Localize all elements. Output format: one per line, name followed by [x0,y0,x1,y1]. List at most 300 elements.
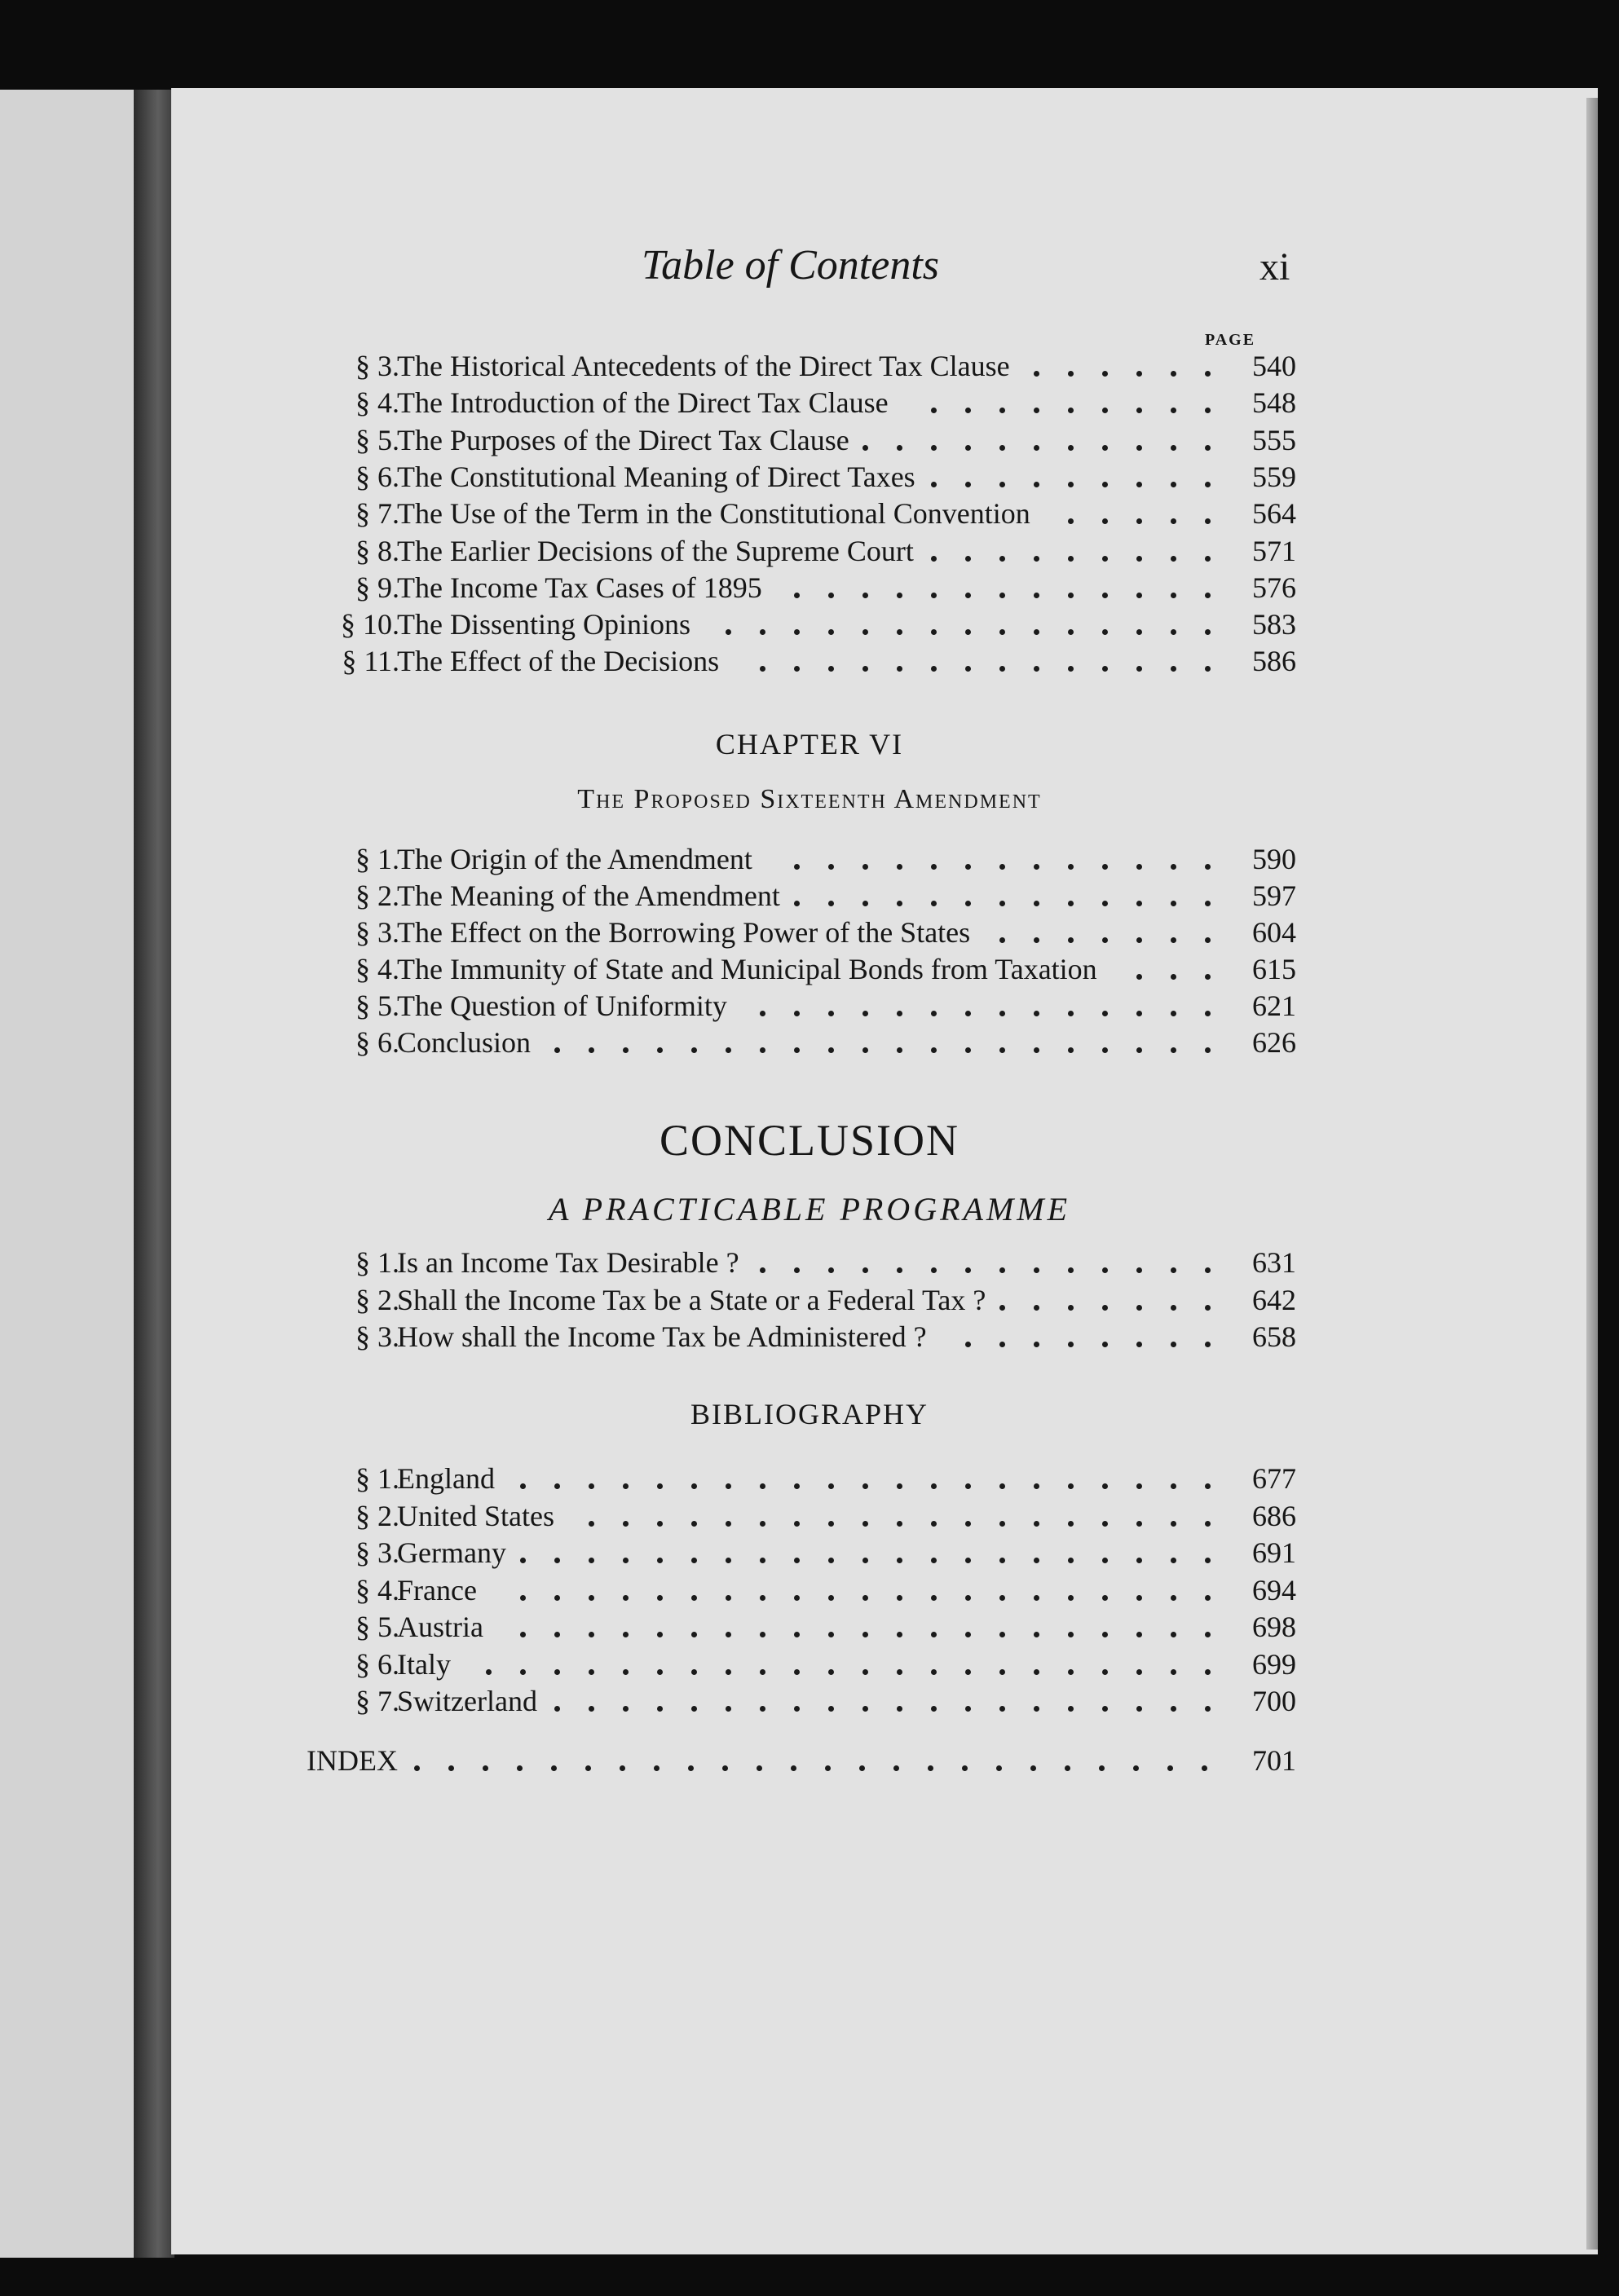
leader-dot [999,593,1005,598]
leader-dot [1205,1305,1211,1311]
toc-entry [310,1683,1296,1719]
leader-dot [999,1047,1005,1053]
leader-dot [862,864,868,870]
leader-dot [691,1632,697,1637]
leader-dot [794,666,800,672]
leader-dot [1102,1305,1108,1311]
leader-dot [760,1669,765,1675]
leader-dot [897,1047,902,1053]
leader-dot [862,1558,868,1563]
section-number: § 2. [355,1499,399,1532]
facing-page-edge [0,90,137,2258]
leader-dot [931,1047,937,1053]
leader-dot [623,1595,629,1601]
leader-dot [1171,408,1176,413]
leader-dot [1136,901,1142,906]
leader-dot [1068,1521,1074,1527]
section-title: The Dissenting Opinions [397,608,690,641]
leader-dot [726,1483,731,1489]
leader-dot [589,1521,594,1527]
leader-dot [1034,629,1039,635]
section-page-number: 555 [1252,423,1296,456]
leader-dot [726,1558,731,1563]
leader-dot [999,864,1005,870]
toc-entry [310,1245,1296,1280]
leader-dot [794,1483,800,1489]
leader-dot [554,1558,560,1563]
leader-dot [1136,666,1142,672]
leader-dot [1205,629,1211,635]
leader-dot [794,1521,800,1527]
leader-dot [1171,1558,1176,1563]
section-page-number: 604 [1252,916,1296,949]
section-page-number: 642 [1252,1283,1296,1316]
leader-dot [1136,1011,1142,1016]
leader-dot [999,1267,1005,1273]
section-title: The Historical Antecedents of the Direct Tax Clause [397,350,1010,382]
leader-dot [1068,1342,1074,1347]
leader-dot [1136,1047,1142,1053]
toc-entry [310,422,1296,458]
leader-dot [1034,408,1039,413]
leader-dot [1102,371,1108,377]
leader-dot [1068,518,1074,524]
leader-dot [1099,1765,1105,1771]
section-page-number: 597 [1252,879,1296,912]
leader-dot [1171,1305,1176,1311]
leader-dot [726,1521,731,1527]
running-header-page-number: xi [1259,245,1290,289]
leader-dot [1068,864,1074,870]
leader-dot [862,1669,868,1675]
leader-dot [623,1483,629,1489]
leader-dot [1205,1483,1211,1489]
leader-dot [1136,482,1142,487]
leader-dot [999,1632,1005,1637]
leader-dot [1171,974,1176,980]
leader-dot [1102,1669,1108,1675]
section-title: The Introduction of the Direct Tax Clause [397,386,889,420]
toc-entry [310,385,1296,421]
leader-dot [1205,1669,1211,1675]
leader-dot [965,593,971,598]
section-title: Austria [397,1611,483,1643]
leader-dot [1102,1267,1108,1273]
section-page-number: 586 [1252,645,1296,678]
leader-dot [999,1521,1005,1527]
leader-dot [965,1558,971,1563]
leader-dot [691,1558,697,1563]
leader-dot [965,1483,971,1489]
leader-dot [760,1706,765,1712]
section-page-number: 698 [1252,1611,1296,1643]
leader-dot [828,1558,834,1563]
leader-dot [1136,1342,1142,1347]
leader-dot [657,1706,663,1712]
leader-dot [1068,1047,1074,1053]
toc-entry [310,570,1296,606]
leader-dot [828,901,834,906]
leader-dot [757,1765,762,1771]
leader-dot [1068,445,1074,451]
leader-dot [1034,1342,1039,1347]
section-number: § 1. [355,843,399,875]
leader-dot [999,445,1005,451]
leader-dot [1068,1483,1074,1489]
section-number: § 5. [355,1611,399,1643]
leader-dot [760,1267,765,1273]
leader-dot [897,1483,902,1489]
leader-dot [1136,1595,1142,1601]
section-number: § 2. [355,879,399,912]
leader-dot [1171,1595,1176,1601]
leader-dot [1102,518,1108,524]
index-title: INDEX [307,1744,398,1777]
section-title: Is an Income Tax Desirable ? [397,1246,739,1279]
leader-dot [1068,1595,1074,1601]
section-title: How shall the Income Tax be Administered ? [397,1320,927,1353]
section-number: § 1. [355,1246,399,1279]
section-number: § 3. [355,916,399,949]
leader-dot [1205,1558,1211,1563]
leader-dot [1205,1632,1211,1637]
leader-dot [1102,482,1108,487]
section-title: England [397,1462,495,1495]
leader-dot [1136,408,1142,413]
section-title: Conclusion [397,1026,532,1059]
leader-dot [589,1558,594,1563]
leader-dot [931,408,937,413]
leader-dot [862,629,868,635]
leader-dot [931,1483,937,1489]
leader-dot [1065,1765,1070,1771]
section-page-number: 576 [1252,571,1296,604]
leader-dot [657,1669,663,1675]
leader-dot [1205,974,1211,980]
leader-dot [897,593,902,598]
leader-dot [691,1047,697,1053]
leader-dot [554,1483,560,1489]
toc-entry [310,988,1296,1024]
leader-dot [965,666,971,672]
leader-dot [691,1595,697,1601]
leader-dot [1167,1765,1173,1771]
leader-dot [1136,1669,1142,1675]
leader-dot [828,1047,834,1053]
leader-dot [999,1706,1005,1712]
leader-dot [1171,445,1176,451]
chapter-heading: CHAPTER VI [715,728,904,760]
leader-dot [1171,629,1176,635]
section-number: § 4. [355,953,399,985]
leader-dot [1034,937,1039,943]
leader-dot [1034,864,1039,870]
toc-entry [310,459,1296,495]
leader-dot [486,1669,492,1675]
leader-dot [589,1047,594,1053]
section-title: Germany [397,1536,506,1569]
section-page-number: 583 [1252,608,1296,641]
leader-dot [931,1521,937,1527]
leader-dot [897,445,902,451]
leader-dot [1102,1706,1108,1712]
leader-dot [965,901,971,906]
leader-dot [862,1521,868,1527]
leader-dot [1205,482,1211,487]
leader-dot [931,482,937,487]
leader-dot [1068,1305,1074,1311]
leader-dot [657,1521,663,1527]
leader-dot [931,1595,937,1601]
leader-dot [1205,371,1211,377]
leader-dot [794,1632,800,1637]
leader-dot [1102,666,1108,672]
leader-dot [897,1521,902,1527]
index-entry [307,1743,1296,1778]
leader-dot [1034,1011,1039,1016]
leader-dot [623,1632,629,1637]
section-title: The Question of Uniformity [397,989,727,1022]
leader-dot [1068,1669,1074,1675]
section-title: The Meaning of the Amendment [397,879,780,912]
section-number: § 2. [355,1283,399,1316]
leader-dot [589,1483,594,1489]
leader-dot [1034,1558,1039,1563]
leader-dot [1068,482,1074,487]
leader-dot [931,629,937,635]
section-title: The Constitutional Meaning of Direct Taxes [397,460,915,493]
leader-dot [726,1669,731,1675]
leader-dot [931,556,937,562]
leader-dot [828,1669,834,1675]
leader-dot [589,1706,594,1712]
leader-dot [828,629,834,635]
leader-dot [554,1595,560,1601]
section-number: § 5. [355,423,399,456]
leader-dot [862,593,868,598]
section-page-number: 564 [1252,497,1296,531]
leader-dot [999,482,1005,487]
leader-dot [931,864,937,870]
leader-dot [1068,371,1074,377]
leader-dot [726,1595,731,1601]
leader-dot [1034,1595,1039,1601]
leader-dot [1205,901,1211,906]
leader-dot [1136,1632,1142,1637]
leader-dot [1136,518,1142,524]
toc-entry [310,1572,1296,1608]
toc-entry [310,643,1296,679]
leader-dot [828,666,834,672]
leader-dot [931,1632,937,1637]
leader-dot [794,1669,800,1675]
leader-dot [726,629,731,635]
leader-dot [1171,901,1176,906]
leader-dot [1171,1632,1176,1637]
leader-dot [897,1011,902,1016]
leader-dot [1205,408,1211,413]
leader-dot [862,1483,868,1489]
section-page-number: 559 [1252,460,1296,493]
leader-dot [657,1595,663,1601]
leader-dot [448,1765,454,1771]
leader-dot [965,1342,971,1347]
leader-dot [931,445,937,451]
toc-entry [310,606,1296,642]
leader-dot [1068,408,1074,413]
leader-dot [1136,1558,1142,1563]
leader-dot [825,1765,831,1771]
leader-dot [1034,482,1039,487]
leader-dot [623,1706,629,1712]
section-number: § 11. [342,645,399,678]
section-page-number: 631 [1252,1246,1296,1279]
leader-dot [965,1632,971,1637]
leader-dot [722,1765,728,1771]
leader-dot [1034,1483,1039,1489]
toc-entry [310,1498,1296,1534]
leader-dot [1102,1632,1108,1637]
leader-dot [554,1632,560,1637]
leader-dot [897,1669,902,1675]
leader-dot [965,1595,971,1601]
leader-dot [691,1483,697,1489]
running-header-title: Table of Contents [642,242,940,289]
leader-dot [965,1521,971,1527]
leader-dot [760,1047,765,1053]
leader-dot [1136,864,1142,870]
leader-dot [414,1765,420,1771]
section-number: § 6. [355,1647,399,1681]
section-page-number: 548 [1252,386,1296,420]
leader-dot [965,864,971,870]
leader-dot [760,1521,765,1527]
section-page-number: 571 [1252,534,1296,567]
leader-dot [1171,1342,1176,1347]
leader-dot [897,1558,902,1563]
leader-dot [862,1047,868,1053]
leader-dot [965,1011,971,1016]
section-number: § 4. [355,1573,399,1606]
leader-dot [1030,1765,1036,1771]
leader-dot [897,1595,902,1601]
toc-entry [310,914,1296,950]
leader-dot [1171,1669,1176,1675]
leader-dot [897,901,902,906]
leader-dot [897,666,902,672]
leader-dot [1171,1047,1176,1053]
leader-dot [760,1558,765,1563]
leader-dot [1034,1047,1039,1053]
section-title: The Origin of the Amendment [397,843,752,875]
leader-dot [1205,1595,1211,1601]
section-page-number: 658 [1252,1320,1296,1353]
leader-dot [828,1483,834,1489]
leader-dot [1102,1342,1108,1347]
leader-dot [1171,518,1176,524]
leader-dot [589,1632,594,1637]
leader-dot [999,556,1005,562]
leader-dot [862,1595,868,1601]
leader-dot [1171,666,1176,672]
leader-dot [996,1765,1002,1771]
leader-dot [1102,1011,1108,1016]
leader-dot [726,1632,731,1637]
leader-dot [726,1706,731,1712]
leader-dot [828,864,834,870]
leader-dot [760,1483,765,1489]
section-number: § 5. [355,989,399,1022]
section-number: § 6. [355,460,399,493]
leader-dot [931,1706,937,1712]
section-title: Italy [397,1647,451,1681]
section-number: § 1. [355,1462,399,1495]
leader-dot [1205,518,1211,524]
leader-dot [794,901,800,906]
leader-dot [1133,1765,1139,1771]
conclusion-subtitle: A PRACTICABLE PROGRAMME [548,1191,1071,1227]
leader-dot [794,864,800,870]
leader-dot [862,901,868,906]
leader-dot [520,1558,526,1563]
leader-dot [794,1558,800,1563]
section-page-number: 686 [1252,1499,1296,1532]
leader-dot [962,1765,968,1771]
leader-dot [794,1047,800,1053]
leader-dot [1171,1267,1176,1273]
leader-dot [1102,593,1108,598]
leader-dot [862,1011,868,1016]
leader-dot [657,1047,663,1053]
leader-dot [828,1632,834,1637]
section-number: § 7. [355,497,399,531]
leader-dot [1034,445,1039,451]
leader-dot [760,1632,765,1637]
section-number: § 3. [355,350,399,382]
leader-dot [1034,556,1039,562]
leader-dot [1102,408,1108,413]
leader-dot [1171,1521,1176,1527]
leader-dot [999,629,1005,635]
leader-dot [760,1011,765,1016]
leader-dot [931,1267,937,1273]
leader-dot [999,1595,1005,1601]
leader-dot [862,445,868,451]
leader-dot [726,1047,731,1053]
section-page-number: 621 [1252,989,1296,1022]
leader-dot [623,1521,629,1527]
leader-dot [520,1595,526,1601]
leader-dot [589,1669,594,1675]
leader-dot [862,1267,868,1273]
section-number: § 6. [355,1026,399,1059]
leader-dot [931,1669,937,1675]
leader-dot [1034,1706,1039,1712]
leader-dot [1136,371,1142,377]
leader-dot [862,1632,868,1637]
leader-dot [551,1765,557,1771]
leader-dot [1171,482,1176,487]
leader-dot [828,1595,834,1601]
leader-dot [1102,937,1108,943]
leader-dot [589,1595,594,1601]
leader-dot [760,666,765,672]
leader-dot [657,1483,663,1489]
leader-dot [760,629,765,635]
leader-dot [1136,937,1142,943]
leader-dot [794,1595,800,1601]
leader-dot [1068,666,1074,672]
